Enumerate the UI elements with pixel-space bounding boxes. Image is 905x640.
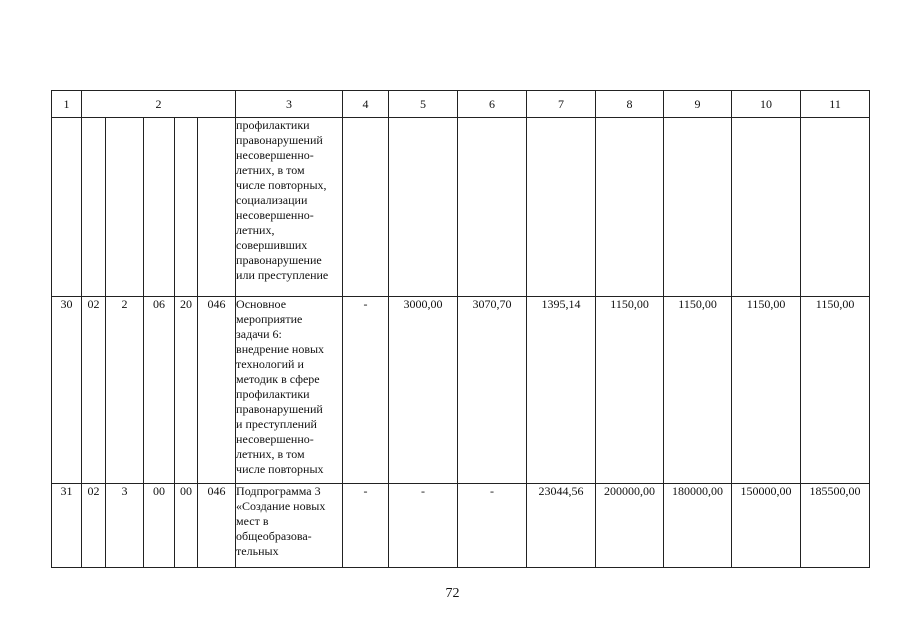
header-col-1: 1	[52, 91, 82, 118]
description-line: летних, в том	[236, 447, 305, 461]
description-line: внедрение новых	[236, 342, 325, 356]
value-cell-7: 1395,14	[527, 297, 596, 484]
description-cell	[236, 297, 343, 484]
value-cell-4: -	[343, 484, 389, 568]
description-line: «Создание новых	[236, 499, 326, 513]
code-cell: 31	[52, 484, 82, 568]
code-cell	[82, 118, 106, 297]
value-cell-10	[732, 118, 801, 297]
header-col-11: 11	[801, 91, 870, 118]
description-line: общеобразова-	[236, 529, 312, 543]
page-number: 72	[445, 586, 460, 601]
description-line: и преступлений	[236, 417, 317, 431]
code-cell	[175, 118, 198, 297]
value-cell-9: 180000,00	[664, 484, 732, 568]
description-line: летних,	[236, 223, 275, 237]
code-cell: 30	[52, 297, 82, 484]
value-cell-5: -	[389, 484, 458, 568]
table-row	[52, 118, 870, 297]
code-cell	[52, 118, 82, 297]
description-cell	[236, 484, 343, 568]
code-cell: 02	[82, 484, 106, 568]
description-line: числе повторных,	[236, 178, 327, 192]
code-cell	[198, 118, 236, 297]
description-line: задачи 6:	[236, 327, 282, 341]
description-line: мест в	[236, 514, 269, 528]
table-row	[52, 297, 870, 484]
value-cell-10: 150000,00	[732, 484, 801, 568]
description-line: методик в сфере	[236, 372, 320, 386]
code-cell	[144, 118, 175, 297]
code-cell: 02	[82, 297, 106, 484]
code-cell	[106, 118, 144, 297]
description-line: тельных	[236, 544, 279, 558]
description-line: профилактики	[236, 118, 310, 132]
value-cell-8	[596, 118, 664, 297]
description-line: несовершенно-	[236, 432, 314, 446]
header-col-7: 7	[527, 91, 596, 118]
value-cell-9	[664, 118, 732, 297]
value-cell-7	[527, 118, 596, 297]
description-line: социализации	[236, 193, 308, 207]
code-cell: 046	[198, 297, 236, 484]
description-line: профилактики	[236, 387, 310, 401]
budget-table	[51, 90, 870, 568]
code-cell: 046	[198, 484, 236, 568]
header-row	[52, 91, 870, 118]
value-cell-8: 200000,00	[596, 484, 664, 568]
value-cell-6: -	[458, 484, 527, 568]
description-line: числе повторных	[236, 462, 324, 476]
description-line: летних, в том	[236, 163, 305, 177]
description-line: правонарушений	[236, 402, 323, 416]
value-cell-11: 1150,00	[801, 297, 870, 484]
code-cell: 20	[175, 297, 198, 484]
description-cell	[236, 118, 343, 297]
header-col-8: 8	[596, 91, 664, 118]
value-cell-7: 23044,56	[527, 484, 596, 568]
table-row	[52, 484, 870, 568]
header-col-4: 4	[343, 91, 389, 118]
description-line: несовершенно-	[236, 208, 314, 222]
value-cell-4	[343, 118, 389, 297]
description-line: Основное	[236, 297, 287, 311]
description-line: совершивших	[236, 238, 308, 252]
code-cell: 00	[144, 484, 175, 568]
description-line: технологий и	[236, 357, 304, 371]
value-cell-9: 1150,00	[664, 297, 732, 484]
description-line: несовершенно-	[236, 148, 314, 162]
code-cell: 3	[106, 484, 144, 568]
header-col-6: 6	[458, 91, 527, 118]
value-cell-11	[801, 118, 870, 297]
description-line: мероприятие	[236, 312, 303, 326]
header-col-3: 3	[236, 91, 343, 118]
description-line: правонарушение	[236, 253, 322, 267]
description-line: правонарушений	[236, 133, 323, 147]
code-cell: 06	[144, 297, 175, 484]
value-cell-8: 1150,00	[596, 297, 664, 484]
value-cell-6: 3070,70	[458, 297, 527, 484]
value-cell-5: 3000,00	[389, 297, 458, 484]
description-line: или преступление	[236, 268, 329, 282]
code-cell: 2	[106, 297, 144, 484]
value-cell-6	[458, 118, 527, 297]
header-col-9: 9	[664, 91, 732, 118]
value-cell-5	[389, 118, 458, 297]
header-col-2: 2	[82, 91, 236, 118]
header-col-5: 5	[389, 91, 458, 118]
value-cell-10: 1150,00	[732, 297, 801, 484]
description-line: Подпрограмма 3	[236, 484, 321, 498]
value-cell-11: 185500,00	[801, 484, 870, 568]
header-col-10: 10	[732, 91, 801, 118]
value-cell-4: -	[343, 297, 389, 484]
code-cell: 00	[175, 484, 198, 568]
